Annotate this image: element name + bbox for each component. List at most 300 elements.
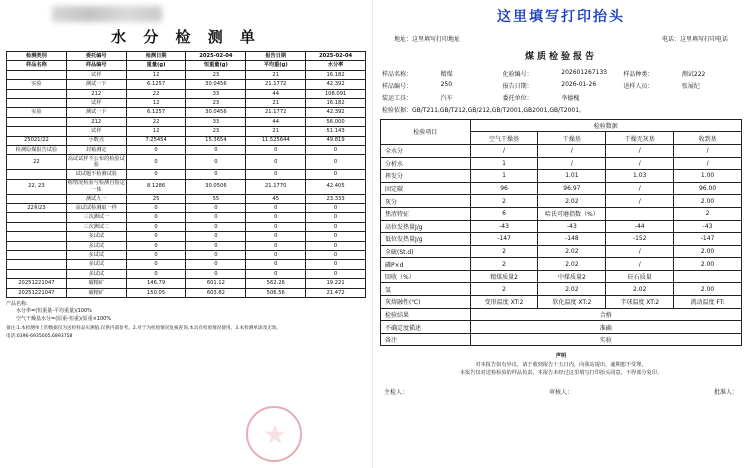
table-cell: -147 [674, 233, 742, 246]
header-cell: 委托编号 [66, 52, 126, 61]
company-logo [52, 6, 162, 22]
table-cell: 0 [186, 204, 246, 213]
signature-reviewer: 审核人： [548, 389, 573, 397]
table-cell: 55 [186, 194, 246, 203]
table-cell: 0 [186, 222, 246, 231]
table-column-header [7, 61, 366, 70]
row-label: 高位发热量J/g [381, 220, 471, 233]
table-cell: / [606, 157, 674, 170]
table-cell: 半球温度 XT:2 [606, 296, 674, 309]
row-label: 备注 [381, 333, 471, 346]
table-row [7, 279, 366, 288]
column-header-cell: 干燥无灰基 [606, 132, 674, 145]
table-cell: 22 [126, 117, 186, 126]
table-cell [606, 207, 674, 220]
table-cell [674, 270, 742, 283]
table-cell: 51.143 [306, 127, 366, 136]
table-cell: 56.000 [306, 117, 366, 126]
table-cell [7, 170, 67, 179]
column-header-cell: 干燥基 [538, 132, 606, 145]
table-cell: 2.02 [538, 195, 606, 208]
table-cell: 23 [186, 98, 246, 107]
table-row [7, 241, 366, 250]
phone-label: 电话：这里填写打印电话 [661, 36, 728, 43]
table-cell: 2 [470, 245, 538, 258]
table-row [7, 251, 366, 260]
table-cell: 22 [126, 89, 186, 98]
right-title: 这里填写打印抬头 [497, 9, 625, 25]
table-cell: 封箱测定 [66, 145, 126, 154]
info-value: 202601267133 [561, 68, 608, 76]
table-cell: 碳精矿 [66, 288, 126, 297]
table-cell: 96.00 [674, 182, 742, 195]
table-cell: 12 [126, 127, 186, 136]
table-cell: 0 [246, 251, 306, 260]
info-row [380, 67, 742, 79]
table-cell: 合格 [470, 308, 741, 321]
left-notes [6, 301, 366, 324]
table-cell: 矸石质量 [606, 270, 674, 283]
table-row [7, 117, 366, 126]
table-cell: 0 [306, 222, 366, 231]
row-label: 焦渣特征 [381, 207, 471, 220]
table-row [381, 144, 742, 157]
table-cell: -44 [606, 220, 674, 233]
address-bar [380, 34, 742, 47]
table-cell: 11.525644 [246, 136, 306, 145]
column-header-cell: 空气干燥基 [470, 132, 538, 145]
table-cell: 23.333 [306, 194, 366, 203]
table-row [381, 182, 742, 195]
table-cell: 19.221 [306, 279, 366, 288]
table-cell: 多试试 [66, 232, 126, 241]
left-title: 水 分 检 测 单 [111, 28, 261, 46]
table-cell: 0 [126, 204, 186, 213]
table-cell: 45 [246, 194, 306, 203]
table-cell: 108.091 [306, 89, 366, 98]
table-cell: 0 [126, 155, 186, 170]
table-cell: 21.1772 [246, 108, 306, 117]
table-cell: 20251221047 [7, 279, 67, 288]
table-cell: 中煤质量2 [538, 270, 606, 283]
table-cell: 23 [186, 127, 246, 136]
table-cell: 42.392 [306, 80, 366, 89]
table-row [381, 233, 742, 246]
table-row [7, 70, 366, 79]
note-line-0: 产品名称: [6, 300, 28, 307]
table-cell: 44 [246, 117, 306, 126]
table-cell [7, 70, 67, 79]
table-cell: / [674, 144, 742, 157]
note-line-1: 水分率=(恒重量-平均重量)/100% [16, 308, 92, 315]
table-row [7, 222, 366, 231]
row-label: 灰分 [381, 195, 471, 208]
table-cell: 25021/22 [7, 136, 67, 145]
table-cell: 506.56 [246, 288, 306, 297]
table-cell: 0 [126, 170, 186, 179]
table-cell: 三次测试二 [66, 222, 126, 231]
table-row [7, 127, 366, 136]
info-label: 化验编号： [502, 70, 533, 78]
left-declaration: 备注:1.本检测单上的数据仅为送检样品实测值,仅供内部参考。2.对于为检验情况复核查询,本具有检验情况使用。3.本检测单涂改无效。 [6, 326, 281, 332]
table-cell: 0 [306, 204, 366, 213]
table-cell: 高试试检测取一样 [66, 204, 126, 213]
column-header-cell: 重量(g) [126, 61, 186, 70]
table-row [381, 170, 742, 183]
table-cell: 试样 [66, 98, 126, 107]
table-cell: 22和23 [7, 204, 67, 213]
table-cell [7, 127, 67, 136]
column-header-cell: 样品编号 [66, 61, 126, 70]
table-cell: 试样 [66, 70, 126, 79]
table-cell: 1.03 [606, 170, 674, 183]
row-label: 全硫(St.d) [381, 245, 471, 258]
table-cell: / [606, 258, 674, 271]
row-label: 氢 [381, 283, 471, 296]
table-cell: 2.00 [674, 258, 742, 271]
table-cell: 0 [306, 251, 366, 260]
table-row [381, 270, 742, 283]
table-cell: 测试九一 [66, 194, 126, 203]
table-cell: 150.05 [126, 288, 186, 297]
table-cell: -152 [606, 233, 674, 246]
header-cell: 2025-02-04 [306, 52, 366, 61]
table-cell: 0 [126, 145, 186, 154]
info-basis: 检验依据：GB/T211,GB/T212,GB/212,GB/T2001,GB2001,GB/T2001。 [382, 107, 586, 115]
table-cell: 21.1772 [246, 80, 306, 89]
table-cell: 实验 [470, 333, 741, 346]
header-cell: 检验数据 [470, 119, 741, 132]
table-cell: 0 [306, 213, 366, 222]
note-line-2: 空气干燥基水分=(原重-恒重)/原重×100% [16, 315, 112, 322]
table-row [7, 269, 366, 278]
table-cell: 1 [470, 157, 538, 170]
info-label: 委托单位： [502, 94, 533, 102]
table-cell: 20251221047 [7, 288, 67, 297]
table-cell: 2.00 [674, 195, 742, 208]
table-header-row [7, 52, 366, 61]
table-cell: 实验 [7, 108, 67, 117]
table-row [381, 283, 742, 296]
info-label: 报告日期： [502, 82, 533, 90]
table-cell: 30.0506 [186, 179, 246, 194]
table-cell: 0 [246, 269, 306, 278]
table-cell: 601.12 [186, 279, 246, 288]
table-cell: 0 [306, 269, 366, 278]
table-cell: / [606, 195, 674, 208]
table-cell: 21.472 [306, 288, 366, 297]
table-cell: 0 [126, 251, 186, 260]
info-value: 测试222 [681, 70, 706, 78]
table-cell: 多试试 [66, 241, 126, 250]
right-report-coal-quality [372, 0, 750, 468]
table-row [7, 98, 366, 107]
table-row [381, 207, 742, 220]
table-cell: 2.02 [538, 283, 606, 296]
table-cell: 0 [126, 222, 186, 231]
table-row [381, 258, 742, 271]
table-cell: 6.1257 [126, 80, 186, 89]
table-cell [7, 269, 67, 278]
table-cell [7, 241, 67, 250]
table-row [381, 195, 742, 208]
table-cell: 实验 [7, 80, 67, 89]
footer-line-1: 本报告仅对送检检验的样品负责，本报告未经过这里填写打印抬头同意，不得部分复印。 [459, 370, 663, 377]
table-cell: 流动温度 FT: [674, 296, 742, 309]
row-label: 全水分 [381, 144, 471, 157]
table-cell: 0 [306, 260, 366, 269]
info-label: 送样人员： [623, 82, 654, 90]
table-cell: 0 [126, 269, 186, 278]
table-row [7, 179, 366, 194]
table-cell: 2.02 [538, 245, 606, 258]
table-cell: 16.182 [306, 98, 366, 107]
table-cell [7, 251, 67, 260]
table-header-row [381, 119, 742, 132]
table-row [7, 80, 366, 89]
table-row [7, 89, 366, 98]
table-row [381, 220, 742, 233]
table-cell: 试样 [66, 127, 126, 136]
table-cell: 0 [126, 241, 186, 250]
table-cell: 21.1770 [246, 179, 306, 194]
table-cell: 0 [306, 155, 366, 170]
table-cell: 22, 23 [7, 179, 67, 194]
table-cell: 0 [186, 213, 246, 222]
row-label: 分析水 [381, 157, 471, 170]
table-row [7, 136, 366, 145]
signature-approver: 批准人： [713, 389, 738, 397]
table-cell: -43 [470, 220, 538, 233]
table-row [381, 308, 742, 321]
header-cell: 报告日期 [246, 52, 306, 61]
table-cell [7, 260, 67, 269]
table-cell: 精煤质量2 [470, 270, 538, 283]
row-label: 灰熔融性(℃) [381, 296, 471, 309]
table-row [7, 232, 366, 241]
table-cell: 21 [246, 98, 306, 107]
table-cell [7, 117, 67, 126]
table-row [7, 170, 366, 179]
table-cell: / [606, 182, 674, 195]
row-label: 固定碳 [381, 182, 471, 195]
table-row [381, 245, 742, 258]
info-row [380, 91, 742, 103]
table-row [7, 288, 366, 297]
left-contact: 电话:0396-6935005,6893758 [6, 334, 73, 340]
table-row [381, 296, 742, 309]
table-cell: / [538, 144, 606, 157]
table-cell: 0 [246, 145, 306, 154]
info-value: 汽车 [440, 94, 453, 102]
header-cell: 检测类别 [7, 52, 67, 61]
table-cell: 7.25454 [126, 136, 186, 145]
table-cell: 42.392 [306, 108, 366, 117]
table-cell: 33 [186, 89, 246, 98]
table-cell: 0 [186, 145, 246, 154]
table-cell [7, 194, 67, 203]
table-cell: 212 [66, 117, 126, 126]
table-cell: 多试试 [66, 251, 126, 260]
table-cell: 变形温度 XT:2 [470, 296, 538, 309]
table-cell: 25 [126, 194, 186, 203]
table-row [381, 157, 742, 170]
table-row [7, 204, 366, 213]
table-cell: 0 [306, 241, 366, 250]
table-cell: 2 [470, 195, 538, 208]
table-cell: 212 [66, 89, 126, 98]
footer-line-0: 对本报告如有异议，请于收到报告十五日内，向我站提出，逾期恕不受理。 [475, 361, 647, 368]
table-cell: 0 [186, 232, 246, 241]
table-cell: 146.79 [126, 279, 186, 288]
table-row [7, 155, 366, 170]
table-cell: 小数点 [66, 136, 126, 145]
table-cell: 16.182 [306, 70, 366, 79]
table-cell: 2.02 [606, 283, 674, 296]
table-cell: 96 [470, 182, 538, 195]
right-footer [380, 352, 742, 377]
column-header-cell: 样品名称 [7, 61, 67, 70]
table-cell: 0 [186, 241, 246, 250]
table-cell: 42.405 [306, 179, 366, 194]
column-header-cell: 收到基 [674, 132, 742, 145]
table-cell: 试试题不检测试验 [66, 170, 126, 179]
signature-row [380, 387, 742, 396]
table-row [7, 194, 366, 203]
table-cell: 三次测试一 [66, 213, 126, 222]
info-value [680, 91, 742, 103]
table-cell: 测试一下 [66, 108, 126, 117]
table-cell: 高试试样不公布的检验试验 [67, 155, 125, 169]
table-cell: 准确 [470, 321, 741, 334]
row-label: 挥发分 [381, 170, 471, 183]
table-cell: 1 [470, 170, 538, 183]
row-label: 回收（%） [381, 270, 471, 283]
table-cell: 0 [306, 232, 366, 241]
water-test-table [6, 51, 366, 298]
table-cell: 6 [470, 207, 538, 220]
table-cell: 12 [126, 70, 186, 79]
table-cell [7, 89, 67, 98]
table-row [7, 145, 366, 154]
table-cell: 603.82 [186, 288, 246, 297]
info-label [621, 91, 680, 103]
table-cell: 0 [126, 232, 186, 241]
table-cell: -43 [538, 220, 606, 233]
table-cell: 碳精矿 [66, 279, 126, 288]
header-cell: 检验项目 [381, 119, 471, 144]
table-cell: 6.1257 [126, 108, 186, 117]
table-cell: 多试试 [66, 269, 126, 278]
table-cell: 0 [246, 204, 306, 213]
table-row [7, 108, 366, 117]
info-label: 样品种类： [623, 70, 654, 78]
table-cell: 0 [186, 155, 246, 170]
table-cell: 30.0456 [186, 108, 246, 117]
table-cell: 0 [246, 241, 306, 250]
table-cell: 0 [186, 260, 246, 269]
table-cell: 21 [246, 127, 306, 136]
table-cell: 8.1286 [126, 179, 186, 194]
table-cell: 0 [126, 213, 186, 222]
table-cell [7, 98, 67, 107]
table-cell: 2.00 [674, 245, 742, 258]
table-cell: 0 [186, 269, 246, 278]
table-cell: 23 [186, 70, 246, 79]
table-cell: 哈氏可磨指数（%） [538, 207, 606, 220]
info-label: 样品编号： [382, 82, 413, 90]
column-header-cell: 水分率 [306, 61, 366, 70]
table-cell: -148 [538, 233, 606, 246]
table-cell: 2.02 [538, 258, 606, 271]
table-cell: 22 [7, 155, 67, 170]
table-cell: 测试一下 [66, 80, 126, 89]
table-row [7, 260, 366, 269]
info-label: 装运工具： [382, 94, 413, 102]
left-report-water-test [0, 0, 372, 468]
table-cell: 0 [246, 170, 306, 179]
row-label: 检验结果 [381, 308, 471, 321]
header-cell: 2025-02-04 [186, 52, 246, 61]
table-cell [7, 232, 67, 241]
info-label: 样品名称： [382, 70, 413, 78]
row-label: 磷P×d [381, 258, 471, 271]
table-cell: -147 [470, 233, 538, 246]
table-cell: 0 [246, 222, 306, 231]
table-cell: 0 [306, 145, 366, 154]
header-cell: 检测日期 [126, 52, 186, 61]
table-cell: 0 [246, 155, 306, 170]
info-value: 李德槐 [561, 94, 580, 102]
info-value: 张展纪 [681, 82, 700, 90]
row-label: 低位发热量J/g [381, 233, 471, 246]
table-cell: 2 [470, 283, 538, 296]
table-cell: 30.0456 [186, 80, 246, 89]
footer-title: 声明 [555, 353, 567, 360]
table-cell: / [606, 144, 674, 157]
table-cell: 12 [126, 98, 186, 107]
table-row [7, 213, 366, 222]
table-cell [7, 213, 67, 222]
sample-info-table [380, 67, 742, 116]
column-header-cell: 恒重量(g) [186, 61, 246, 70]
info-value: 精煤 [440, 70, 453, 78]
table-cell: 0 [246, 232, 306, 241]
table-cell: 49.819 [306, 136, 366, 145]
table-cell: / [674, 157, 742, 170]
table-cell: / [606, 245, 674, 258]
table-cell: 562.26 [246, 279, 306, 288]
table-cell: 44 [246, 89, 306, 98]
table-cell: 0 [186, 251, 246, 260]
table-cell: 1.00 [674, 170, 742, 183]
stamp [246, 406, 302, 462]
table-cell: 称情况检验与检测自指定一体 [67, 180, 125, 193]
row-label: 不确定度描述 [381, 321, 471, 334]
table-cell: 33 [186, 117, 246, 126]
info-value: 250 [440, 80, 453, 88]
table-cell: 0 [306, 170, 366, 179]
table-cell: 21 [246, 70, 306, 79]
table-cell: / [538, 157, 606, 170]
table-cell: 0 [246, 260, 306, 269]
table-row [381, 321, 742, 334]
table-cell: 0 [126, 260, 186, 269]
column-header-cell: 平均重(g) [246, 61, 306, 70]
table-cell: 0 [246, 213, 306, 222]
info-row [380, 104, 742, 116]
table-cell: 软化温度 XT:2 [538, 296, 606, 309]
